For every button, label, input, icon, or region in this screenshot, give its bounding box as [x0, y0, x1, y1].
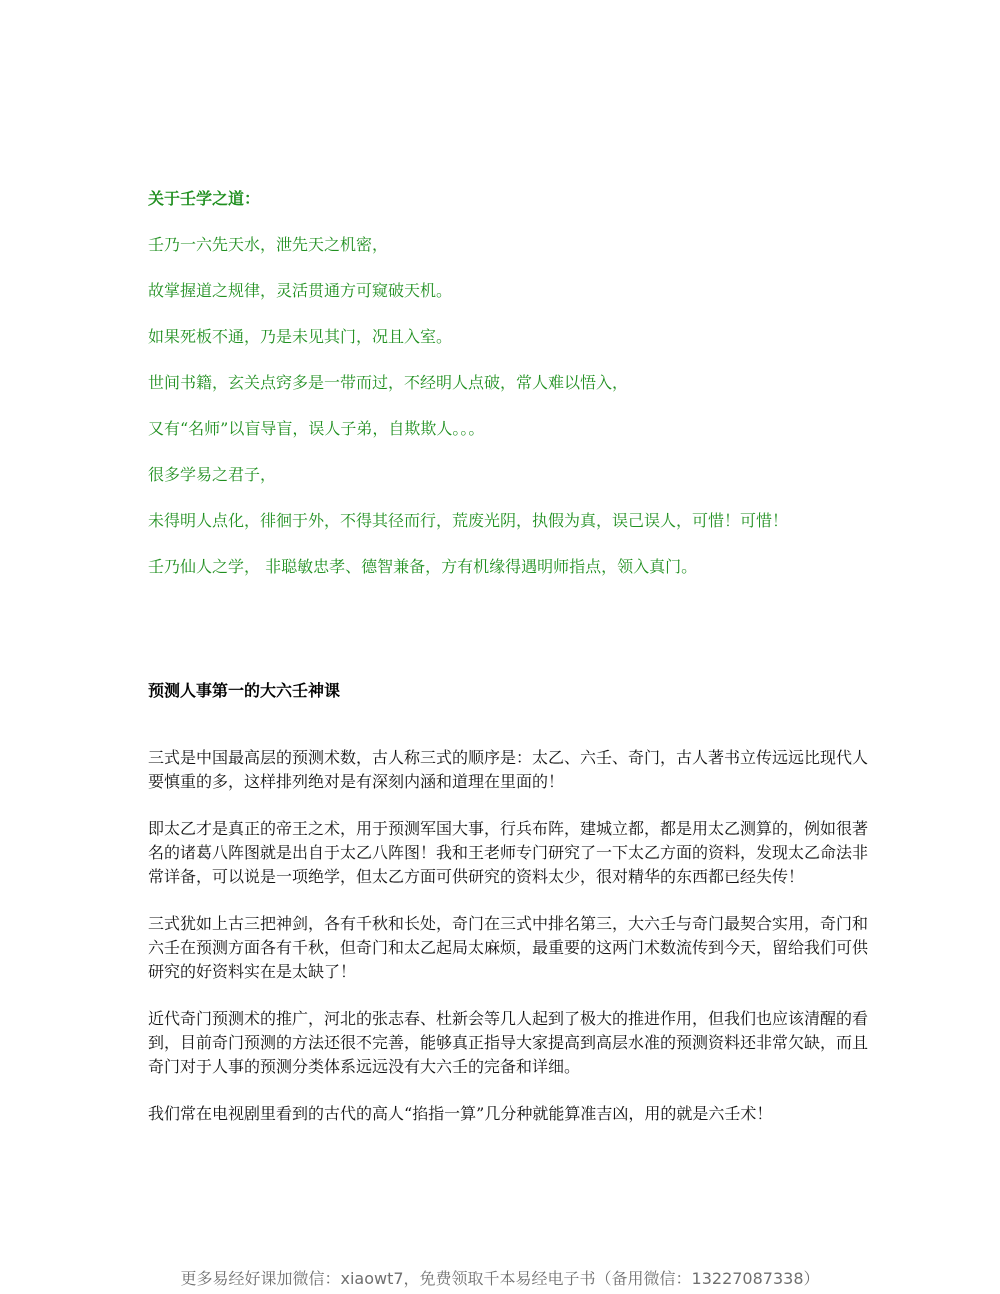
body-paragraph: 三式犹如上古三把神剑，各有千秋和长处，奇门在三式中排名第三，大六壬与奇门最契合实用，奇门和六壬在预测方面各有千秋，但奇门和太乙起局太麻烦，最重要的这两门术数流传到今天，留给我们可供研究的好资料实在是太缺了！: [148, 914, 869, 981]
verse-line: 如果死板不通，乃是未见其门，况且入室。: [148, 327, 453, 346]
body-paragraph: 即太乙才是真正的帝王之术，用于预测军国大事，行兵布阵，建城立都，都是用太乙测算的，例如很著名的诸葛八阵图就是出自于太乙八阵图！我和王老师专门研究了一下太乙方面的资料，发现太乙命法非常详备，可以说是一项绝学，但太乙方面可供研究的资料太少，很对精华的东西都已经失传！: [148, 819, 869, 886]
body-paragraph: 三式是中国最高层的预测术数，古人称三式的顺序是：太乙、六壬、奇门，古人著书立传远远比现代人要慎重的多，这样排列绝对是有深刻内涵和道理在里面的！: [148, 748, 869, 791]
verse-line: 很多学易之君子，: [148, 465, 277, 484]
section-heading: 关于壬学之道：: [148, 189, 261, 208]
taoism-section: [148, 188, 908, 602]
verse-line: 未得明人点化，徘徊于外，不得其径而行，荒废光阴，执假为真，误己误人，可惜！可惜！: [148, 511, 789, 530]
verse-line: 世间书籍，玄关点窍多是一带而过，不经明人点破，常人难以悟入，: [148, 373, 629, 392]
verse-line: 故掌握道之规律，灵活贯通方可窥破天机。: [148, 281, 453, 300]
verse-line: 壬乃一六先天水，泄先天之机密，: [148, 235, 389, 254]
body-paragraph: 我们常在电视剧里看到的古代的高人“掐指一算”几分种就能算准吉凶，用的就是六壬术！: [148, 1104, 773, 1123]
section-heading: 预测人事第一的大六壬神课: [148, 681, 341, 700]
footer-watermark: 更多易经好课加微信：xiaowt7，免费领取千本易经电子书（备用微信：13227087338）: [180, 1269, 820, 1288]
liuren-section: [148, 680, 868, 1149]
verse-line: 又有“名师”以盲导盲，误人子弟，自欺欺人。。。: [148, 419, 485, 438]
verse-line: 壬乃仙人之学， 非聪敏忠孝、德智兼备，方有机缘得遇明师指点，领入真门。: [148, 557, 698, 576]
body-paragraph: 近代奇门预测术的推广，河北的张志春、杜新会等几人起到了极大的推进作用，但我们也应该清醒的看到，目前奇门预测的方法还很不完善，能够真正指导大家提高到高层水准的预测资料还非常欠缺，而且奇门对于人事的预测分类体系远远没有大六壬的完备和详细。: [148, 1009, 869, 1076]
